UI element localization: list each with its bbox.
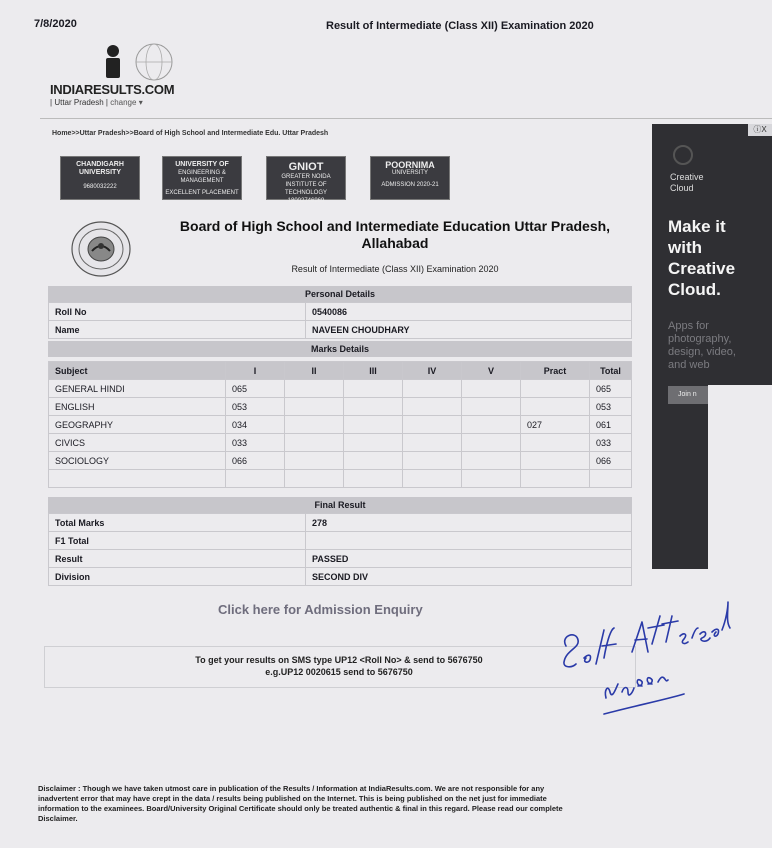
mark-cell [344,398,403,416]
mark-cell [462,452,521,470]
personal-details-header: Personal Details [48,286,632,302]
final-result-table [48,513,632,586]
mark-cell [403,398,462,416]
name-value: NAVEEN CHOUDHARY [306,321,632,339]
result-label: Result [49,550,306,568]
board-title-line2: Allahabad [361,235,429,251]
site-logo[interactable] [50,40,190,110]
change-location-link[interactable]: change [110,98,137,107]
total-marks-label: Total Marks [49,514,306,532]
table-row [49,532,632,550]
column-header: Total [590,362,632,380]
name-label: Name [49,321,306,339]
table-row [49,321,632,339]
mark-cell [521,398,590,416]
mark-cell: 034 [226,416,285,434]
globe-icon [132,42,176,82]
mark-cell [285,452,344,470]
mark-cell [462,380,521,398]
total-marks-value: 278 [306,514,632,532]
f1-total-value [306,532,632,550]
column-header: IV [403,362,462,380]
column-header: Pract [521,362,590,380]
mark-cell [403,380,462,398]
up-board-emblem-icon [70,220,132,278]
table-row [49,514,632,532]
marks-details-header: Marks Details [48,341,632,357]
subject-cell: SOCIOLOGY [49,452,226,470]
banner-line: UNIVERSITY OF [175,161,229,168]
admission-enquiry-link[interactable]: Click here for Admission Enquiry [218,602,423,617]
total-cell: 033 [590,434,632,452]
handwritten-signature [540,584,740,734]
marks-header-row [49,362,632,380]
total-cell: 053 [590,398,632,416]
banner-ad-chandigarh[interactable] [60,156,140,200]
final-result-header: Final Result [48,497,632,513]
print-page-title: Result of Intermediate (Class XII) Examination 2020 [326,20,594,32]
mark-cell: 066 [226,452,285,470]
ad-headline-line4: Cloud. [668,280,721,299]
mark-cell [403,416,462,434]
division-label: Division [49,568,306,586]
ad-headline-line3: Creative [668,259,736,278]
mark-cell [462,434,521,452]
table-row [49,303,632,321]
print-date: 7/8/2020 [34,18,77,30]
banner-ad-poornima[interactable] [370,156,450,200]
mark-cell: 065 [226,380,285,398]
subject-cell: CIVICS [49,434,226,452]
result-value: PASSED [306,550,632,568]
table-row [49,398,632,416]
header-divider [40,118,772,119]
subject-cell: ENGLISH [49,398,226,416]
banner-line: POORNIMA [385,160,435,170]
chevron-down-icon: ▾ [138,98,143,107]
table-row-empty [49,470,632,488]
ad-brand-line2: Cloud [670,183,694,193]
mark-cell [462,398,521,416]
banner-phone: 9680032222 [83,184,117,190]
ad-desc-line2: photography, [668,333,732,345]
result-title: Result of Intermediate (Class XII) Examination 2020 [291,264,499,274]
column-header: Subject [49,362,226,380]
banner-ad-uem[interactable] [162,156,242,200]
banner-line: GREATER NOIDA INSTITUTE OF TECHNOLOGY [281,174,331,196]
banner-line: EXCELLENT PLACEMENT [165,190,239,196]
board-title [170,218,620,252]
table-row [49,452,632,470]
f1-total-label: F1 Total [49,532,306,550]
banner-line: GNIOT [288,161,324,173]
mark-cell [344,452,403,470]
subject-cell: GENERAL HINDI [49,380,226,398]
ad-desc-line3: design, video, [668,346,736,358]
banner-line: UNIVERSITY [78,169,121,176]
total-cell: 065 [590,380,632,398]
ad-headline-line2: with [668,238,702,257]
ad-join-button[interactable]: Join n [668,386,720,404]
mark-cell: 033 [226,434,285,452]
mark-cell [285,434,344,452]
column-header: V [462,362,521,380]
sms-line2: e.g.UP12 0020615 send to 5676750 [265,667,413,677]
table-row [49,416,632,434]
ad-overlay-blank [708,385,772,569]
marks-table [48,361,632,488]
mark-cell [403,452,462,470]
personal-details-table [48,302,632,339]
location-selector[interactable]: | Uttar Pradesh | change ▾ [50,98,143,107]
division-value: SECOND DIV [306,568,632,586]
banner-phone: 18002746969 [287,198,325,204]
mark-cell [521,452,590,470]
column-header: III [344,362,403,380]
sms-line1: To get your results on SMS type UP12 <Roll No> & send to 5676750 [195,655,483,665]
ad-desc-line1: Apps for [668,320,709,332]
roll-no-label: Roll No [49,303,306,321]
creative-cloud-logo-icon [672,144,694,166]
mark-cell [285,416,344,434]
mark-cell: 027 [521,416,590,434]
mark-cell [521,380,590,398]
site-logo-text: INDIARESULTS.COM [50,82,175,97]
column-header: II [285,362,344,380]
mark-cell [344,380,403,398]
table-row [49,568,632,586]
ad-desc-line4: and web [668,359,710,371]
total-cell: 061 [590,416,632,434]
logo-figure-icon [102,44,124,78]
mark-cell [403,434,462,452]
table-row [49,434,632,452]
ad-brand-line1: Creative [670,172,704,182]
ad-brand [670,172,704,194]
total-cell: 066 [590,452,632,470]
banner-line: UNIVERSITY [391,170,428,176]
mark-cell [285,398,344,416]
board-title-line1: Board of High School and Intermediate Education Uttar Pradesh, [179,218,611,234]
mark-cell [344,416,403,434]
mark-cell [462,416,521,434]
banner-line: ADMISSION 2020-21 [381,182,439,188]
mark-cell: 053 [226,398,285,416]
ad-headline-line1: Make it [668,217,726,236]
mark-cell [285,380,344,398]
mark-cell [521,434,590,452]
location-label: Uttar Pradesh [54,98,104,107]
banner-line: CHANDIGARH [76,161,124,168]
banner-line: ENGINEERING & MANAGEMENT [178,170,226,184]
mark-cell [344,434,403,452]
column-header: I [226,362,285,380]
banner-ad-gniot[interactable] [266,156,346,204]
breadcrumb[interactable]: Home>>Uttar Pradesh>>Board of High School and Intermediate Edu. Uttar Pradesh [52,130,329,137]
disclaimer-text: Disclaimer : Though we have taken utmost care in publication of the Results / Information at IndiaResults.com. We are not responsible for any inadvertent error that may have crept in the data / results being published on the Internet. This is being published on the net just for immediate information to the examinees. Board/University Original Certificate should only be treated authentic & final in this regard. Please read our complete Disclaimer. [38,784,563,823]
table-row [49,380,632,398]
ad-headline [668,216,735,300]
roll-no-value: 0540086 [306,303,632,321]
table-row [49,550,632,568]
ad-description [668,320,736,372]
subject-cell: GEOGRAPHY [49,416,226,434]
ad-close-icon[interactable]: ⓘX [748,124,772,136]
